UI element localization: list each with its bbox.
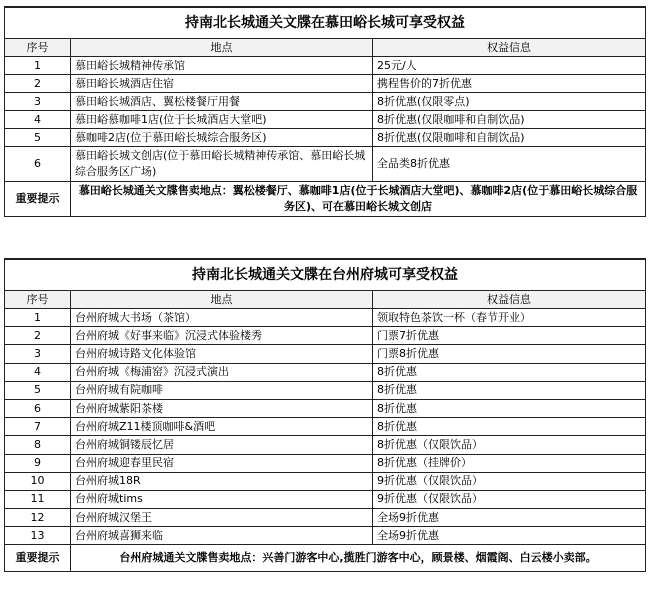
row-place: 台州府城tims bbox=[71, 490, 373, 508]
important-tip-row bbox=[5, 182, 646, 217]
tip-text: 慕田峪长城通关文牒售卖地点：翼松楼餐厅、慕咖啡1店(位于长城酒店大堂吧)、慕咖啡2店(位于慕田峪长城综合服务区)、可在慕田峪长城文创店 bbox=[71, 182, 646, 217]
row-place: 慕田峪长城酒店住宿 bbox=[71, 75, 373, 93]
row-number: 4 bbox=[5, 363, 71, 381]
row-benefit: 8折优惠 bbox=[373, 418, 646, 436]
row-benefit: 全场9折优惠 bbox=[373, 509, 646, 527]
taizhou-benefits-table bbox=[4, 258, 646, 572]
table-row bbox=[5, 472, 646, 490]
table-title: 持南北长城通关文牒在慕田峪长城可享受权益 bbox=[5, 7, 646, 39]
row-number: 13 bbox=[5, 527, 71, 545]
row-benefit: 8折优惠(仅限咖啡和自制饮品) bbox=[373, 129, 646, 147]
row-benefit: 领取特色茶饮一杯（春节开业） bbox=[373, 309, 646, 327]
row-place: 台州府城Z11楼顶咖啡&酒吧 bbox=[71, 418, 373, 436]
table-row bbox=[5, 436, 646, 454]
row-benefit: 全场9折优惠 bbox=[373, 527, 646, 545]
row-place: 台州府城汉堡王 bbox=[71, 509, 373, 527]
row-benefit: 8折优惠 bbox=[373, 363, 646, 381]
table-row bbox=[5, 363, 646, 381]
table-row bbox=[5, 93, 646, 111]
table-row bbox=[5, 111, 646, 129]
row-number: 11 bbox=[5, 490, 71, 508]
row-benefit: 8折优惠（挂牌价） bbox=[373, 454, 646, 472]
row-place: 台州府城大书场（茶馆） bbox=[71, 309, 373, 327]
row-number: 10 bbox=[5, 472, 71, 490]
table-row bbox=[5, 527, 646, 545]
row-benefit: 全品类8折优惠 bbox=[373, 147, 646, 182]
row-number: 3 bbox=[5, 345, 71, 363]
row-number: 6 bbox=[5, 147, 71, 182]
row-place: 台州府城《梅浦窑》沉浸式演出 bbox=[71, 363, 373, 381]
row-benefit: 8折优惠（仅限饮品） bbox=[373, 436, 646, 454]
row-number: 12 bbox=[5, 509, 71, 527]
row-place: 台州府城《好事来临》沉浸式体验楼秀 bbox=[71, 327, 373, 345]
row-place: 慕田峪长城酒店、翼松楼餐厅用餐 bbox=[71, 93, 373, 111]
row-place: 慕田峪慕咖啡1店(位于长城酒店大堂吧) bbox=[71, 111, 373, 129]
row-benefit: 门票8折优惠 bbox=[373, 345, 646, 363]
table-row bbox=[5, 129, 646, 147]
mutianyu-benefits-table bbox=[4, 6, 646, 217]
row-number: 5 bbox=[5, 381, 71, 399]
row-benefit: 9折优惠（仅限饮品） bbox=[373, 490, 646, 508]
table-row bbox=[5, 509, 646, 527]
row-place: 慕咖啡2店(位于慕田峪长城综合服务区) bbox=[71, 129, 373, 147]
column-header-place: 地点 bbox=[71, 39, 373, 57]
row-number: 9 bbox=[5, 454, 71, 472]
table-row bbox=[5, 57, 646, 75]
row-number: 6 bbox=[5, 399, 71, 417]
row-benefit: 8折优惠 bbox=[373, 381, 646, 399]
tip-text: 台州府城通关文牒售卖地点：兴善门游客中心,揽胜门游客中心，顾景楼、烟霞阁、白云楼小卖部。 bbox=[71, 545, 646, 572]
row-benefit: 9折优惠（仅限饮品） bbox=[373, 472, 646, 490]
column-header-place: 地点 bbox=[71, 291, 373, 309]
row-place: 台州府城铜镂辰忆居 bbox=[71, 436, 373, 454]
table-title: 持南北长城通关文牒在台州府城可享受权益 bbox=[5, 259, 646, 291]
table-row bbox=[5, 345, 646, 363]
tip-label: 重要提示 bbox=[5, 545, 71, 572]
row-benefit: 25元/人 bbox=[373, 57, 646, 75]
row-number: 4 bbox=[5, 111, 71, 129]
row-benefit: 携程售价的7折优惠 bbox=[373, 75, 646, 93]
row-benefit: 8折优惠(仅限零点) bbox=[373, 93, 646, 111]
row-number: 1 bbox=[5, 309, 71, 327]
tip-label: 重要提示 bbox=[5, 182, 71, 217]
row-number: 2 bbox=[5, 327, 71, 345]
table-row bbox=[5, 418, 646, 436]
column-header-benefit: 权益信息 bbox=[373, 291, 646, 309]
row-number: 5 bbox=[5, 129, 71, 147]
row-number: 3 bbox=[5, 93, 71, 111]
row-number: 2 bbox=[5, 75, 71, 93]
row-number: 1 bbox=[5, 57, 71, 75]
row-place: 慕田峪长城精神传承馆 bbox=[71, 57, 373, 75]
row-place: 台州府城迎春里民宿 bbox=[71, 454, 373, 472]
row-benefit: 8折优惠 bbox=[373, 399, 646, 417]
row-place: 台州府城喜狮来临 bbox=[71, 527, 373, 545]
row-place: 慕田峪长城文创店(位于慕田峪长城精神传承馆、慕田峪长城综合服务区广场) bbox=[71, 147, 373, 182]
row-number: 8 bbox=[5, 436, 71, 454]
column-header-no: 序号 bbox=[5, 39, 71, 57]
table-row bbox=[5, 327, 646, 345]
row-benefit: 8折优惠(仅限咖啡和自制饮品) bbox=[373, 111, 646, 129]
table-row bbox=[5, 75, 646, 93]
table-row bbox=[5, 309, 646, 327]
row-place: 台州府城18R bbox=[71, 472, 373, 490]
row-benefit: 门票7折优惠 bbox=[373, 327, 646, 345]
table-row bbox=[5, 454, 646, 472]
table-row bbox=[5, 490, 646, 508]
row-number: 7 bbox=[5, 418, 71, 436]
table-row bbox=[5, 399, 646, 417]
table-row bbox=[5, 381, 646, 399]
row-place: 台州府城紫阳茶楼 bbox=[71, 399, 373, 417]
column-header-benefit: 权益信息 bbox=[373, 39, 646, 57]
table-row bbox=[5, 147, 646, 182]
column-header-no: 序号 bbox=[5, 291, 71, 309]
row-place: 台州府城有院咖啡 bbox=[71, 381, 373, 399]
row-place: 台州府城诗路文化体验馆 bbox=[71, 345, 373, 363]
important-tip-row bbox=[5, 545, 646, 572]
